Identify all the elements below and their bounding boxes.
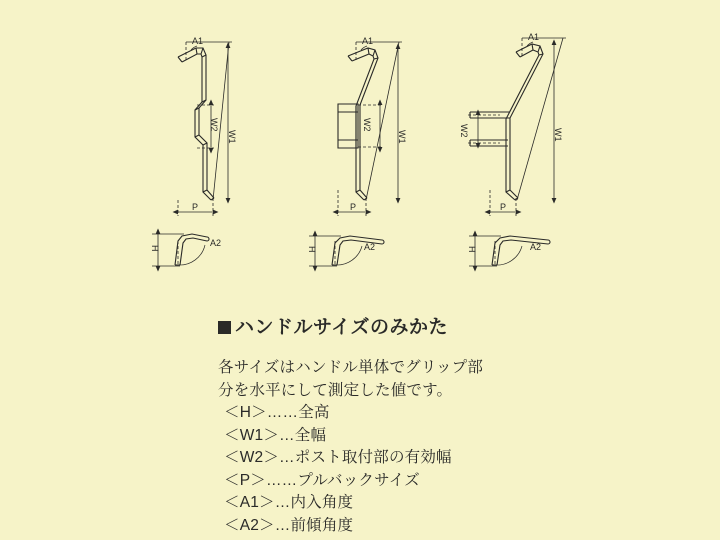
svg-text:A1: A1: [528, 32, 540, 42]
square-bullet-icon: [218, 321, 231, 334]
svg-text:A2: A2: [530, 242, 542, 252]
handlebar-view-right: [459, 32, 566, 266]
svg-text:H: H: [150, 245, 160, 252]
svg-text:W1: W1: [553, 128, 563, 142]
svg-text:A1: A1: [362, 36, 374, 46]
svg-text:W2: W2: [362, 118, 372, 132]
svg-text:A1: A1: [192, 36, 204, 46]
section-heading: [218, 312, 638, 339]
handlebar-view-left: [150, 36, 237, 266]
definition-w1: ＜W1＞…全幅: [224, 426, 327, 444]
svg-text:P: P: [350, 202, 357, 212]
handlebar-view-center: [307, 36, 407, 266]
svg-text:W1: W1: [397, 130, 407, 144]
svg-text:P: P: [192, 202, 199, 212]
explanation-block: [218, 312, 638, 537]
definition-p: ＜P＞……プルバックサイズ: [224, 471, 420, 489]
svg-text:P: P: [500, 202, 507, 212]
svg-text:A2: A2: [210, 238, 222, 248]
intro-line-1: 各サイズはハンドル単体でグリップ部: [218, 359, 484, 376]
definition-h: ＜H＞……全高: [224, 404, 330, 421]
definition-a1: ＜A1＞…内入角度: [224, 494, 354, 511]
svg-text:H: H: [467, 246, 477, 253]
section-heading-label: ハンドルサイズのみかた: [235, 317, 448, 338]
svg-text:W2: W2: [209, 118, 219, 132]
definition-a2: ＜A2＞…前傾角度: [224, 516, 354, 534]
svg-text:A2: A2: [364, 242, 376, 252]
svg-text:H: H: [307, 246, 317, 253]
svg-text:W2: W2: [459, 124, 469, 138]
definition-w2: ＜W2＞…ポスト取付部の有効幅: [224, 449, 452, 466]
definition-text: [218, 357, 638, 537]
svg-text:W1: W1: [227, 130, 237, 144]
intro-line-2: 分を水平にして測定した値です。: [218, 381, 453, 399]
